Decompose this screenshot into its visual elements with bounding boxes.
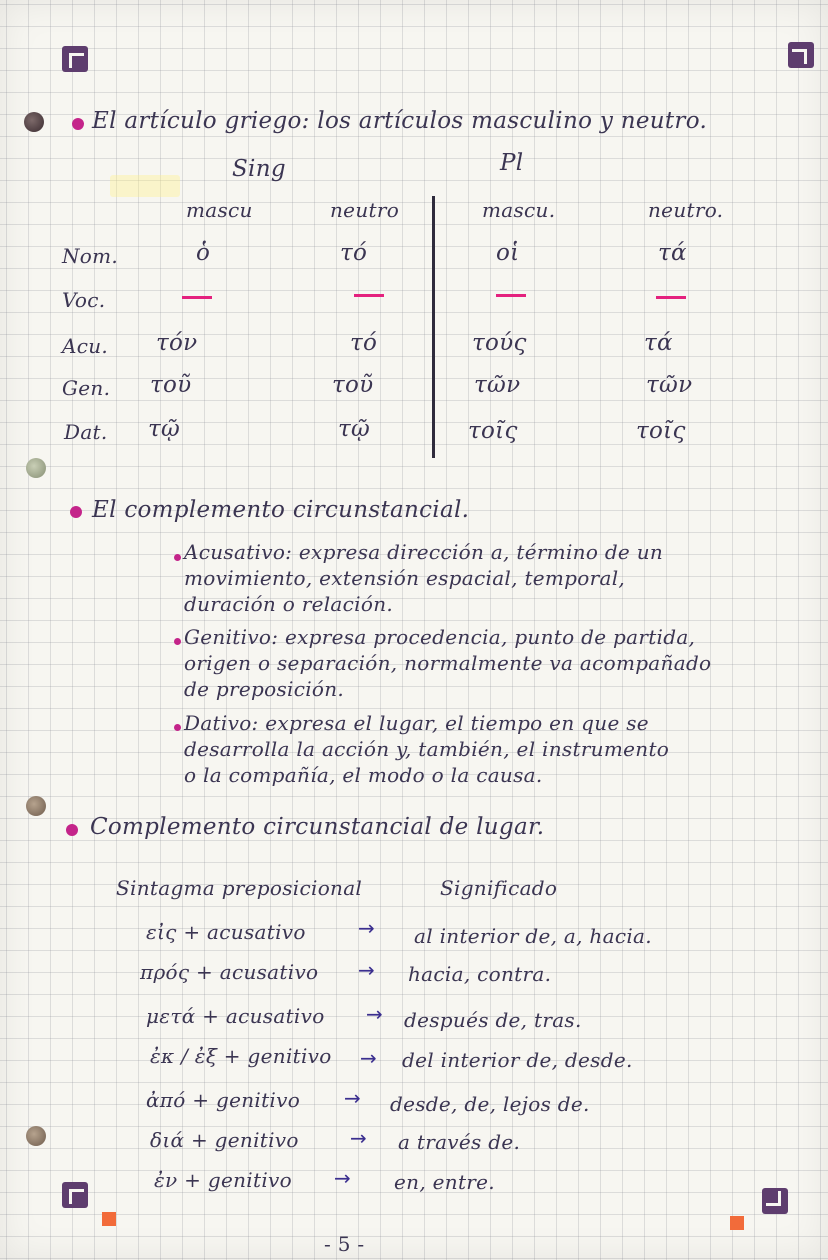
lugar-row-right: desde, de, lejos de.	[390, 1092, 590, 1116]
section-heading: Complemento circunstancial de lugar.	[90, 814, 545, 840]
binder-hole	[24, 112, 44, 132]
section-bullet	[72, 118, 84, 130]
column-header: mascu.	[482, 198, 556, 222]
arrow-icon: →	[334, 1166, 352, 1190]
arrow-icon: →	[366, 1002, 384, 1026]
orange-square-right	[730, 1216, 744, 1230]
binder-hole	[26, 796, 46, 816]
arrow-icon: →	[360, 1046, 378, 1070]
item-line: movimiento, extensión espacial, temporal,	[184, 566, 626, 590]
section-heading: El complemento circunstancial.	[92, 497, 470, 523]
section-bullet	[66, 824, 78, 836]
lugar-row-right: al interior de, a, hacia.	[414, 924, 652, 948]
highlight-mark	[110, 175, 180, 197]
binder-hole	[26, 1126, 46, 1146]
empty-cell-dash	[496, 294, 526, 297]
item-line: origen o separación, normalmente va acompañado	[184, 651, 712, 675]
arrow-icon: →	[358, 916, 376, 940]
binder-hole	[26, 458, 46, 478]
case-label: Voc.	[62, 288, 106, 312]
column-header: Sintagma preposicional	[116, 876, 363, 900]
case-label: Nom.	[62, 244, 119, 268]
table-cell: ὁ	[196, 240, 211, 266]
item-line: desarrolla la acción y, también, el instrumento	[184, 737, 670, 761]
item-bullet	[174, 554, 181, 561]
plural-label: Pl	[500, 150, 524, 176]
table-cell: τόν	[156, 330, 198, 356]
empty-cell-dash	[656, 296, 686, 299]
empty-cell-dash	[182, 296, 212, 299]
case-label: Acu.	[62, 334, 109, 358]
lugar-row-right: del interior de, desde.	[402, 1048, 633, 1072]
table-cell: τά	[658, 240, 687, 266]
table-cell: τοῦ	[332, 372, 374, 398]
arrow-icon: →	[358, 958, 376, 982]
lugar-row-left: πρός + acusativo	[140, 960, 319, 984]
section-bullet	[70, 506, 82, 518]
lugar-row-left: ἀπό + genitivo	[146, 1088, 301, 1112]
column-header: neutro.	[648, 198, 724, 222]
table-cell: τά	[644, 330, 673, 356]
page-number: - 5 -	[324, 1232, 365, 1256]
corner-marker-top-right	[788, 42, 814, 68]
table-cell: τοῖς	[468, 418, 518, 444]
item-line: de preposición.	[184, 677, 345, 701]
column-header: mascu	[186, 198, 253, 222]
table-cell: οἱ	[496, 240, 520, 266]
column-header: neutro	[330, 198, 400, 222]
item-line: duración o relación.	[184, 592, 394, 616]
table-cell: τῷ	[338, 416, 371, 442]
arrow-icon: →	[350, 1126, 368, 1150]
lugar-row-right: en, entre.	[394, 1170, 495, 1194]
item-line: Acusativo: expresa dirección a, término de un	[184, 540, 664, 564]
table-cell: τῶν	[646, 372, 693, 398]
item-line: Genitivo: expresa procedencia, punto de partida,	[184, 625, 696, 649]
item-bullet	[174, 638, 181, 645]
item-line: Dativo: expresa el lugar, el tiempo en que se	[184, 711, 649, 735]
table-cell: τό	[350, 330, 378, 356]
lugar-row-right: a través de.	[398, 1130, 521, 1154]
case-label: Gen.	[62, 376, 111, 400]
table-divider	[432, 196, 435, 458]
corner-marker-bottom-right	[762, 1188, 788, 1214]
table-cell: τῶν	[474, 372, 521, 398]
lugar-row-left: διά + genitivo	[150, 1128, 299, 1152]
corner-marker-top-left	[62, 46, 88, 72]
lugar-row-left: μετά + acusativo	[146, 1004, 325, 1028]
lugar-row-right: después de, tras.	[404, 1008, 582, 1032]
arrow-icon: →	[344, 1086, 362, 1110]
table-cell: τοῖς	[636, 418, 686, 444]
column-header: Significado	[440, 876, 558, 900]
orange-square-left	[102, 1212, 116, 1226]
corner-marker-bottom-left	[62, 1182, 88, 1208]
section-heading: El artículo griego: los artículos masculino y neutro.	[92, 108, 708, 134]
item-line: o la compañía, el modo o la causa.	[184, 763, 543, 787]
empty-cell-dash	[354, 294, 384, 297]
lugar-row-right: hacia, contra.	[408, 962, 552, 986]
lugar-row-left: εἰς + acusativo	[146, 920, 306, 944]
item-bullet	[174, 724, 181, 731]
lugar-row-left: ἐκ / ἐξ + genitivo	[150, 1044, 332, 1068]
lugar-row-left: ἐν + genitivo	[154, 1168, 292, 1192]
table-cell: τό	[340, 240, 368, 266]
singular-label: Sing	[232, 156, 286, 182]
table-cell: τοῦ	[150, 372, 192, 398]
table-cell: τῷ	[148, 416, 181, 442]
table-cell: τούς	[472, 330, 527, 356]
case-label: Dat.	[64, 420, 108, 444]
